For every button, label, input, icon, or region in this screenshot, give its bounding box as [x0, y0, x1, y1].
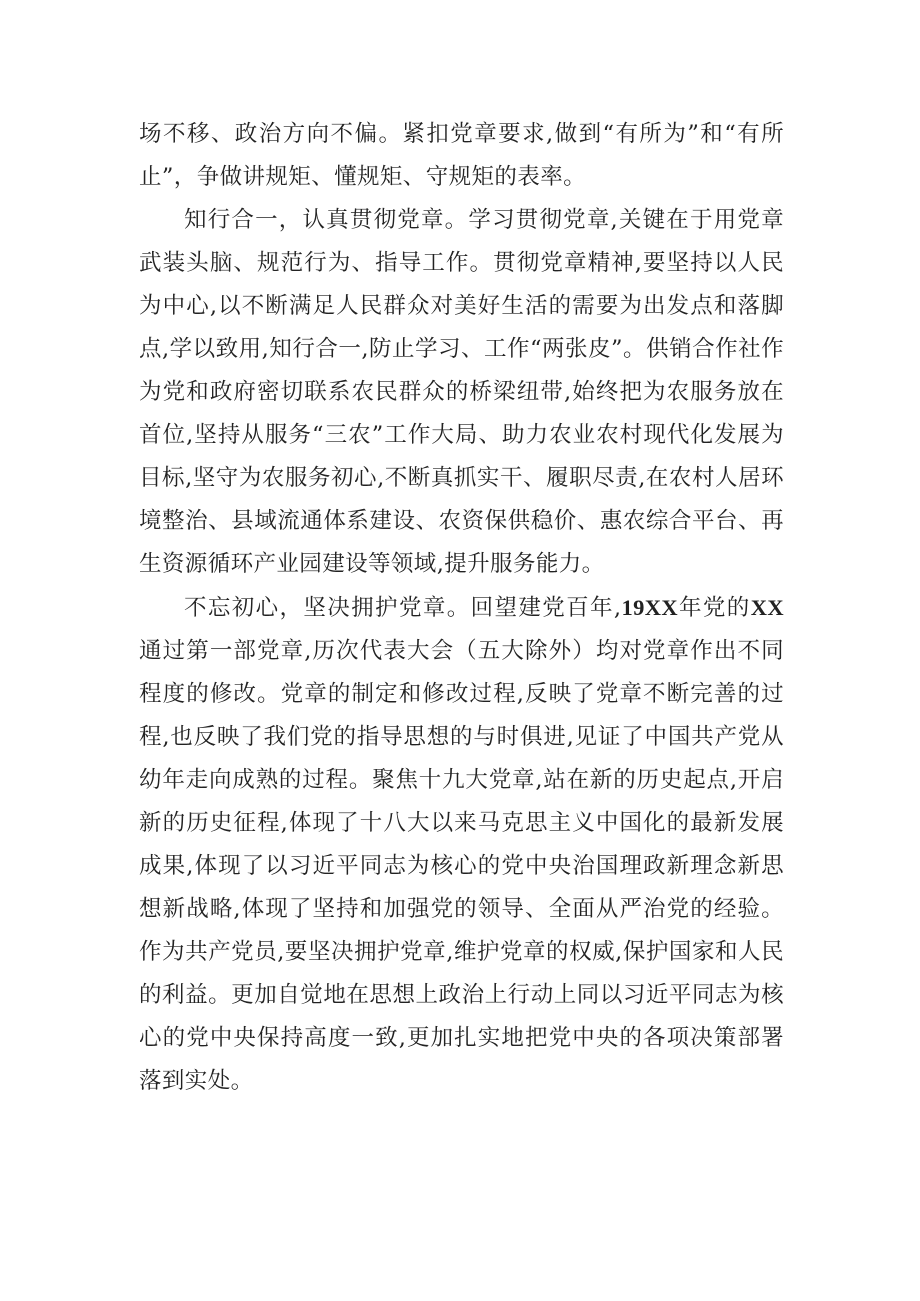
paragraph-3-rest: 通过第一部党章,历次代表大会（五大除外）均对党章作出不同程度的修改。党章的制定和修改过程,反映了党章不断完善的过程,也反映了我们党的指导思想的与时俱进,见证了中国共产党从幼年走向成熟的过程。聚焦十九大党章,站在新的历史起点,开启新的历史征程,体现了十八大以来马克思主义中国化的最新发展成果,体现了以习近平同志为核心的党中央治国理政新理念新思想新战略,体现了坚持和加强党的领导、全面从严治党的经验。作为共产党员,要坚决拥护党章,维护党章的权威,保护国家和人民的利益。更加自觉地在思想上政治上行动上同以习近平同志为核心的党中央保持高度一致,更加扎实地把党中央的各项决策部署落到实处。 — [139, 638, 784, 1094]
xx-placeholder: XX — [750, 595, 784, 620]
paragraph-2: 知行合一，认真贯彻党章。学习贯彻党章,关键在于用党章武装头脑、规范行为、指导工作。贯彻党章精神,要坚持以人民为中心,以不断满足人民群众对美好生活的需要为出发点和落脚点,学以致用,知行合一,防止学习、工作“两张皮”。供销合作社作为党和政府密切联系农民群众的桥梁纽带,始终把为农服务放在首位,坚持从服务“三农”工作大局、助力农业农村现代化发展为目标,坚守为农服务初心,不断真抓实干、履职尽责,在农村人居环境整治、县域流通体系建设、农资保供稳价、惠农综合平台、再生资源循环产业园建设等领域,提升服务能力。 — [139, 207, 784, 577]
year-placeholder: 19XX — [621, 595, 679, 620]
paragraph-3 — [139, 586, 784, 1103]
paragraph-3-start: 不忘初心，坚决拥护党章。回望建党百年, — [184, 595, 622, 621]
paragraph-1: 场不移、政治方向不偏。紧扣党章要求,做到“有所为”和“有所止”，争做讲规矩、懂规矩、守规矩的表率。 — [139, 121, 784, 190]
paragraph-3-middle: 年党的 — [678, 595, 751, 621]
document-body — [139, 113, 784, 1103]
